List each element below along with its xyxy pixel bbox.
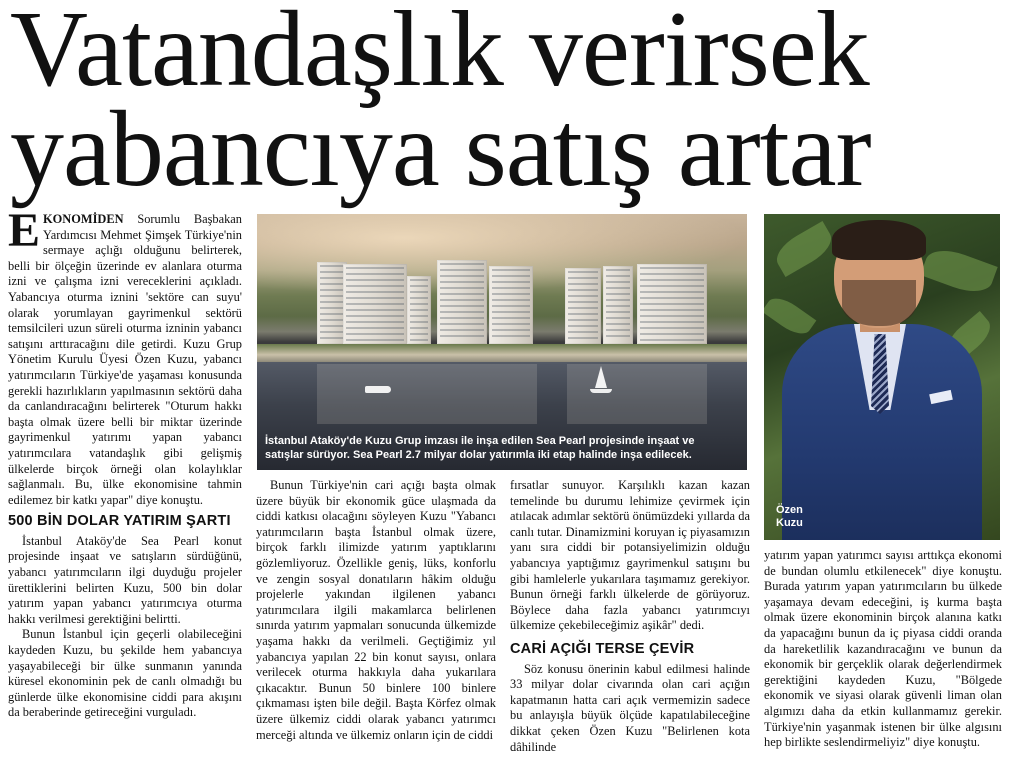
sailboat xyxy=(595,366,607,388)
foliage xyxy=(920,243,997,299)
shoreline xyxy=(257,344,747,362)
building-tower xyxy=(637,264,707,344)
building-tower xyxy=(489,266,533,344)
paragraph: yatırım yapan yatırımcı sayısı arttıkça ekonomi de bundan olumlu etkilenecek" diye konuştu. Burada yatırım yapan yatırımcıların bu ülkede yaşamaya devam edeceğini, iş kurma başta olmak üzere ekonominin birçok alanına katkı da yapacağını bunun da iç piyasa ciddi oranda da hareketlilik kazandıracağını ve bunun da ekonomik bir gerçeklik olarak değerlendirmek gerektiğini kaydeden Kuzu, "Bölgede ekonomik ve siyasi olarak güvenli liman olan algımızı daha da etkin kullanmamız gerekir. Türkiye'nin yaşanmak istenen bir ülke algısını hep birlikte seslendirmeliyiz" diye konuştu. xyxy=(764,548,1002,750)
intro-paragraph xyxy=(8,204,242,508)
lead-word: KONOMİDEN xyxy=(43,212,124,226)
subheading-investment-condition: 500 BİN DOLAR YATIRIM ŞARTI xyxy=(8,513,231,530)
sea-pearl-project-photo xyxy=(257,214,747,470)
ozen-kuzu-portrait xyxy=(764,214,1000,540)
hair xyxy=(832,220,926,260)
paragraph: fırsatlar sunuyor. Karşılıklı kazan kazan temelinde bu durumu lehimize çevirmek için atılacak adımlar sektörü önümüzdeki yıllarda da canlı tutar. Dinamizmini koruyan iç piyasamızın yanı sıra ciddi bir potansiyelimizin olduğu yabancıya yaptığımız gayrimenkul satışını bu gibi hamlelerle yukarılara taşımamız gerekiyor. Bunun örneği farklı ülkelerde de görüyoruz. Böylece daha fazla yabancı yatırımcıyı ülkemize çekebileceğimiz aşikâr" dedi. xyxy=(510,478,750,633)
paragraph: Bunun Türkiye'nin cari açığı başta olmak üzere büyük bir ekonomik güce ulaşmada da ciddi katkısı olacağını söyleyen Kuzu "Yabancı yatırımcıların başta İstanbul olmak üzere, birçok farklı ilimizde yatırım yaptıklarını gözlemliyoruz. Özellikle geniş, lüks, konforlu ve zengin sosyal donatıların hâkim olduğu projelerle yakından ilgilenen yabancı yatırımcılara ilgili makamlarca belirlenen sınırda yatırım yapmaları sonucunda ülkemizde yaşama hakkı da verilmeli. Geçtiğimiz yıl yabancıya yapılan 22 bin konut sayısı, onlara verilecek oturma hakkıyla daha yukarılara çıkacaktır. Bunun 50 binlere 100 binlere çıkmaması işten bile değil. Başta Körfez olmak üzere ülkemiz ciddi olarak yabancı yatırımcı merceği altında ve ülkemiz onların için de ciddi xyxy=(256,478,496,742)
caption-line: Özen xyxy=(776,504,803,516)
water-reflection xyxy=(437,364,537,424)
water-reflection xyxy=(317,364,437,424)
beard xyxy=(842,280,916,326)
foliage xyxy=(771,221,838,277)
sailboat-hull xyxy=(590,389,612,393)
building-tower xyxy=(603,266,633,344)
foliage xyxy=(764,292,816,340)
caption-line: Kuzu xyxy=(776,517,803,529)
article-column-4 xyxy=(764,548,1002,751)
paragraph: İstanbul Ataköy'de Sea Pearl konut projesinde inşaat ve satışların sürdüğünü, yabancı yatırımcıların ilgi duyduğu projeler ürettiklerini belirten Kuzu, 500 bin dolar yatırım yapan yabancı yatırımcıya oturma hakkı verilmesi gerektiğini belirtti. xyxy=(8,533,242,626)
building-tower xyxy=(565,268,601,344)
article-column-3 xyxy=(510,478,750,755)
article-column-2 xyxy=(256,478,496,743)
photo-caption: İstanbul Ataköy'de Kuzu Grup imzası ile inşa edilen Sea Pearl projesinde inşaat ve satışlar sürüyor. Sea Pearl 2.7 milyar dolar yatırımla iki etap halinde inşa edilecek. xyxy=(265,435,695,461)
building-tower xyxy=(437,260,487,344)
intro-text: Sorumlu Başbakan Yardımcısı Mehmet Şimşek Türkiye'nin sermaye açlığı olduğunu belirterek, belli bir ölçeğin üzerinde ev alanlara oturma izni ve çalışma izni vereceklerini açıkladı. Yabancıya oturma iznini 'sektöre can suyu' olarak yorumlayan gayrimenkul sektörü temsilcileri uzun süreli oturma izninin yabancı satışını arttıracağını dile getirdi. Kuzu Grup Yönetim Kurulu Üyesi Özen Kuzu, yabancı yatırımcıların Türkiye'de yaşaması konusunda gerekli hazırlıkların yapılmasının sektörü daha da canlandıracağını belirterek "Oturum hakkı başta olmak üzere belli bir miktar üzerinde gayrimenkul yatırımı yapan yabancı yatırımcılara vatandaşlık gibi gelişmiş ülkelerde birçok örneği olan kolaylıklar sağlanmalı. Bu, ülke ekonomisine tahmin edilemez bir katkı yapar" diye konuştu. xyxy=(8,212,242,507)
paragraph: Söz konusu önerinin kabul edilmesi halinde 33 milyar dolar civarında olan cari açığın kapatmanın hatta cari açık vermemizin sadece bu anlayışla büyük ölçüde kapatılabileceğine dikkat çeken Özen Kuzu "Belirlenen kota dâhilinde xyxy=(510,661,750,754)
drop-cap: E xyxy=(8,204,41,257)
paragraph: Bunun İstanbul için geçerli olabileceğini kaydeden Kuzu, bu şekilde hem yabancıya yaşayabileceği bir ülke sunmanın yanında küresel ekonominin pek de canlı olmadığı bu günlerde ülke ekonomisine ciddi para akışını da beraberinde getireceğini vurguladı. xyxy=(8,627,242,720)
water-reflection xyxy=(567,364,707,424)
headline: Vatandaşlık verirsek yabancıya satış artar xyxy=(10,0,871,209)
building-tower xyxy=(407,276,431,344)
subheading-current-account: CARİ AÇIĞI TERSE ÇEVİR xyxy=(510,640,695,657)
article-column-1 xyxy=(8,204,242,721)
building-tower xyxy=(343,264,407,344)
yacht xyxy=(365,386,391,393)
portrait-caption xyxy=(776,504,803,530)
